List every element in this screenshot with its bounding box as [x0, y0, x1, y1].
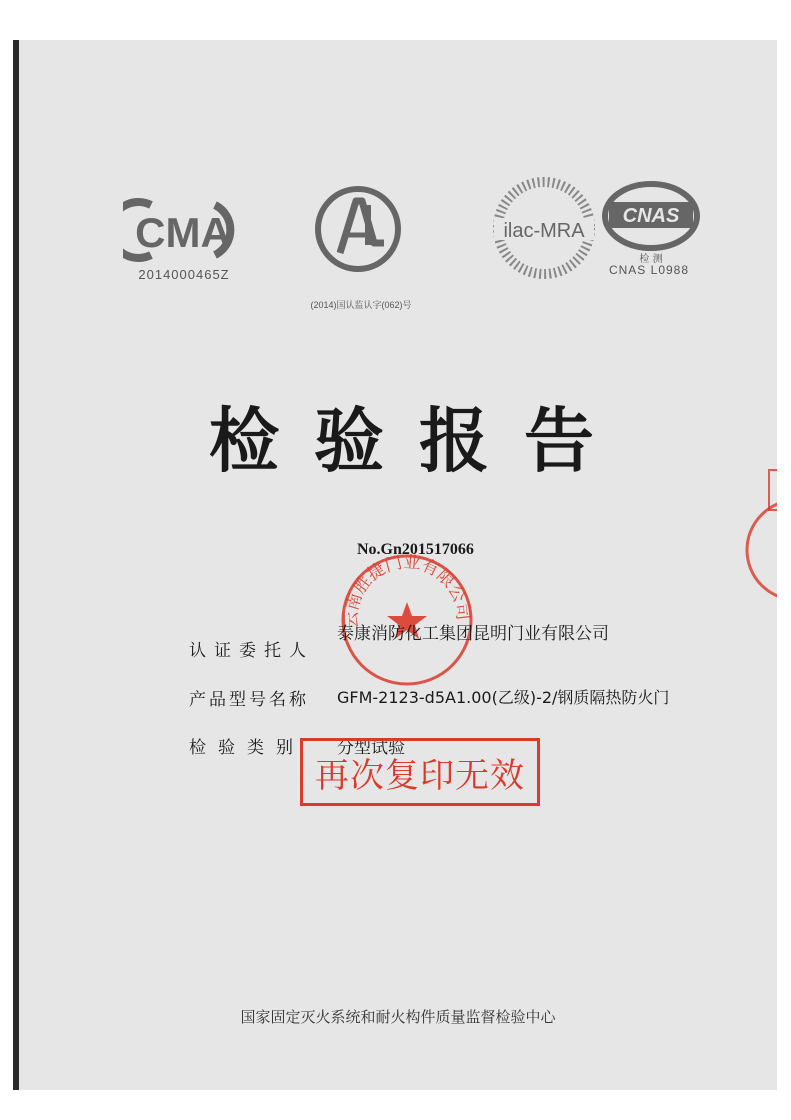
product-model-label: 产品型号名称 [189, 690, 309, 710]
copy-invalid-stamp-text: 再次复印无效 [315, 755, 525, 796]
cma-number: 2014000465Z [138, 267, 230, 282]
cal-number: (2014)国认监认字(062)号 [310, 300, 412, 310]
footer-issuer: 国家固定灭火系统和耐火构件质量监督检验中心 [240, 1008, 556, 1026]
partial-edge-seal [739, 450, 777, 630]
svg-text:检 测: 检 测 [639, 254, 663, 265]
cnas-logo-mark [597, 178, 705, 266]
cma-logo-mark [123, 195, 243, 265]
svg-text:ilac-MRA: ilac-MRA [503, 220, 585, 242]
cnas-number: CNAS L0988 [608, 263, 690, 277]
page-title: 检验报告 [209, 399, 629, 482]
document-page [13, 40, 777, 1090]
inspection-type-value: 分型试验 [337, 738, 405, 758]
client-value: 泰康消防化工集团昆明门业有限公司 [337, 624, 609, 644]
report-number: No.Gn201517066 [357, 541, 474, 558]
company-seal [337, 550, 477, 690]
product-model-value: GFM-2123-d5A1.00(乙级)-2/钢质隔热防火门 [337, 688, 670, 707]
ilac-mra-logo-mark [484, 168, 604, 288]
svg-text:云南胜捷门业有限公司: 云南胜捷门业有限公司 [341, 552, 473, 630]
inspection-type-label: 检验类别 [189, 738, 305, 758]
svg-text:CMA: CMA [135, 209, 231, 256]
copy-invalid-stamp [300, 738, 540, 806]
cal-logo-mark [312, 183, 404, 275]
client-label: 认证委托人 [189, 641, 314, 661]
svg-text:CNAS: CNAS [622, 205, 680, 227]
